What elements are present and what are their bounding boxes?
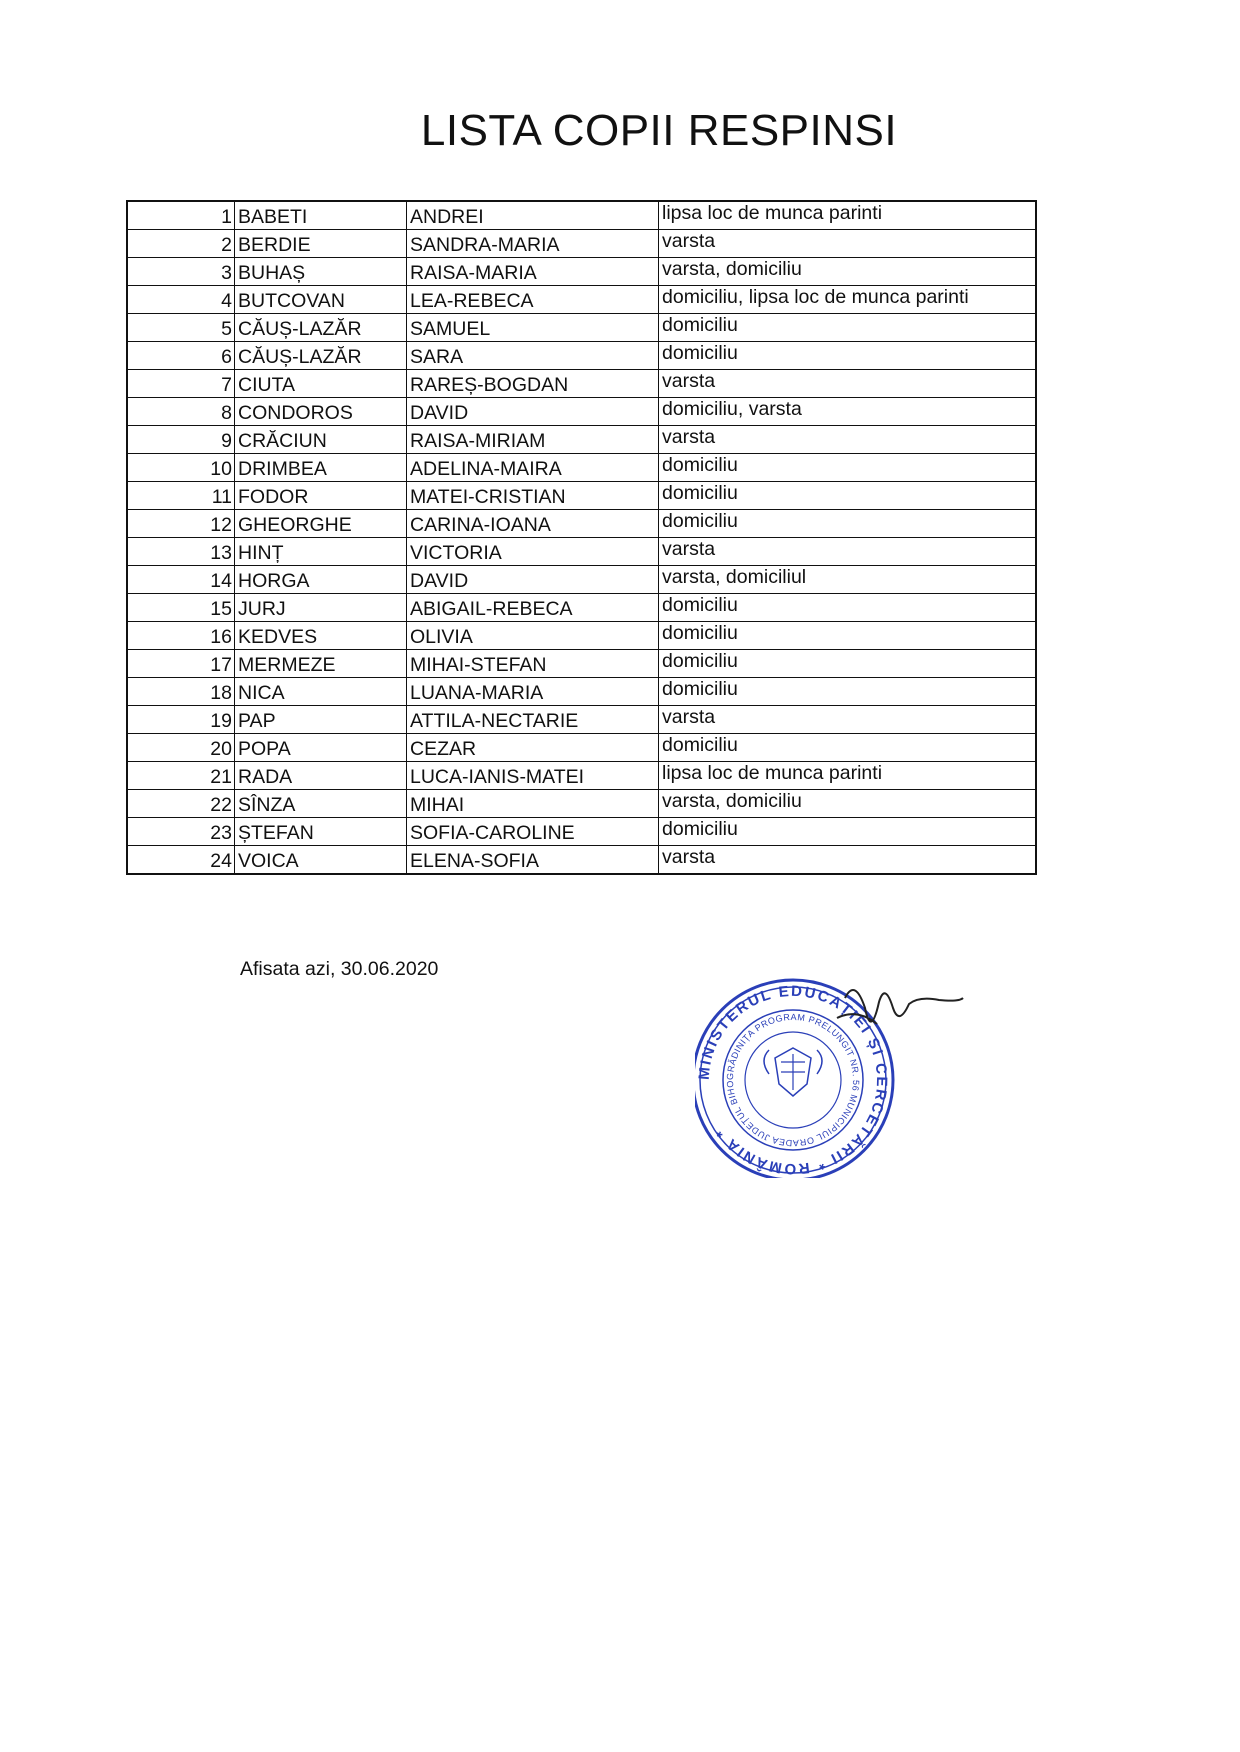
row-number-cell: 12 xyxy=(127,510,235,538)
surname-cell: CĂUȘ-LAZĂR xyxy=(235,342,407,370)
surname-cell: CONDOROS xyxy=(235,398,407,426)
row-number-cell: 10 xyxy=(127,454,235,482)
stamp-outer-text: MINISTERUL EDUCAȚIEI ȘI CERCETĂRII * ROMÂNIA * xyxy=(695,982,891,1178)
official-seal-icon xyxy=(695,958,975,1178)
surname-cell: HORGA xyxy=(235,566,407,594)
reason-cell: domiciliu xyxy=(659,314,1037,342)
page-title: LISTA COPII RESPINSI xyxy=(420,106,898,155)
surname-cell: BUHAȘ xyxy=(235,258,407,286)
surname-cell: VOICA xyxy=(235,846,407,875)
table-row xyxy=(127,314,1036,342)
first-name-cell: MIHAI xyxy=(407,790,659,818)
table-row xyxy=(127,538,1036,566)
table-row xyxy=(127,342,1036,370)
surname-cell: CĂUȘ-LAZĂR xyxy=(235,314,407,342)
row-number-cell: 4 xyxy=(127,286,235,314)
reason-cell: varsta, domiciliul xyxy=(659,566,1037,594)
reason-cell: varsta, domiciliu xyxy=(659,258,1037,286)
table-row xyxy=(127,734,1036,762)
surname-cell: CIUTA xyxy=(235,370,407,398)
reason-cell: domiciliu xyxy=(659,510,1037,538)
table-row xyxy=(127,426,1036,454)
surname-cell: SÎNZA xyxy=(235,790,407,818)
first-name-cell: CARINA-IOANA xyxy=(407,510,659,538)
first-name-cell: SAMUEL xyxy=(407,314,659,342)
rejected-children-table xyxy=(126,200,1037,875)
first-name-cell: SOFIA-CAROLINE xyxy=(407,818,659,846)
row-number-cell: 21 xyxy=(127,762,235,790)
reason-cell: varsta xyxy=(659,426,1037,454)
table-row xyxy=(127,454,1036,482)
surname-cell: NICA xyxy=(235,678,407,706)
first-name-cell: LUANA-MARIA xyxy=(407,678,659,706)
table-row xyxy=(127,201,1036,230)
reason-cell: domiciliu xyxy=(659,342,1037,370)
reason-cell: domiciliu xyxy=(659,622,1037,650)
table-row xyxy=(127,650,1036,678)
first-name-cell: VICTORIA xyxy=(407,538,659,566)
table-row xyxy=(127,790,1036,818)
row-number-cell: 17 xyxy=(127,650,235,678)
row-number-cell: 15 xyxy=(127,594,235,622)
first-name-cell: CEZAR xyxy=(407,734,659,762)
first-name-cell: DAVID xyxy=(407,566,659,594)
row-number-cell: 3 xyxy=(127,258,235,286)
reason-cell: domiciliu, varsta xyxy=(659,398,1037,426)
surname-cell: CRĂCIUN xyxy=(235,426,407,454)
reason-cell: domiciliu xyxy=(659,650,1037,678)
surname-cell: JURJ xyxy=(235,594,407,622)
reason-cell: lipsa loc de munca parinti xyxy=(659,762,1037,790)
first-name-cell: OLIVIA xyxy=(407,622,659,650)
first-name-cell: ADELINA-MAIRA xyxy=(407,454,659,482)
first-name-cell: MIHAI-STEFAN xyxy=(407,650,659,678)
row-number-cell: 1 xyxy=(127,201,235,230)
first-name-cell: LEA-REBECA xyxy=(407,286,659,314)
reason-cell: domiciliu xyxy=(659,454,1037,482)
first-name-cell: ATTILA-NECTARIE xyxy=(407,706,659,734)
row-number-cell: 20 xyxy=(127,734,235,762)
surname-cell: GHEORGHE xyxy=(235,510,407,538)
surname-cell: RADA xyxy=(235,762,407,790)
row-number-cell: 9 xyxy=(127,426,235,454)
table-row xyxy=(127,398,1036,426)
row-number-cell: 22 xyxy=(127,790,235,818)
reason-cell: varsta xyxy=(659,230,1037,258)
stamp-inner-text: GRĂDINIȚA PROGRAM PRELUNGIT NR. 56 MUNICIPIUL ORADEA JUDEȚUL BIHO xyxy=(724,1011,862,1149)
surname-cell: ȘTEFAN xyxy=(235,818,407,846)
reason-cell: varsta xyxy=(659,846,1037,875)
row-number-cell: 8 xyxy=(127,398,235,426)
row-number-cell: 18 xyxy=(127,678,235,706)
posted-date-note: Afisata azi, 30.06.2020 xyxy=(240,958,439,980)
table-row xyxy=(127,678,1036,706)
table-row xyxy=(127,370,1036,398)
surname-cell: BERDIE xyxy=(235,230,407,258)
coat-of-arms-icon xyxy=(764,1048,822,1096)
table-row xyxy=(127,482,1036,510)
table-row xyxy=(127,230,1036,258)
table-row xyxy=(127,622,1036,650)
first-name-cell: ELENA-SOFIA xyxy=(407,846,659,875)
surname-cell: BUTCOVAN xyxy=(235,286,407,314)
table-row xyxy=(127,566,1036,594)
row-number-cell: 11 xyxy=(127,482,235,510)
table-row xyxy=(127,846,1036,875)
surname-cell: KEDVES xyxy=(235,622,407,650)
table-row xyxy=(127,818,1036,846)
table-row xyxy=(127,706,1036,734)
table-row xyxy=(127,286,1036,314)
first-name-cell: SARA xyxy=(407,342,659,370)
row-number-cell: 13 xyxy=(127,538,235,566)
surname-cell: DRIMBEA xyxy=(235,454,407,482)
surname-cell: PAP xyxy=(235,706,407,734)
reason-cell: varsta xyxy=(659,538,1037,566)
reason-cell: domiciliu, lipsa loc de munca parinti xyxy=(659,286,1037,314)
first-name-cell: RAISA-MIRIAM xyxy=(407,426,659,454)
reason-cell: varsta xyxy=(659,706,1037,734)
first-name-cell: RAISA-MARIA xyxy=(407,258,659,286)
surname-cell: BABETI xyxy=(235,201,407,230)
table-row xyxy=(127,258,1036,286)
first-name-cell: ABIGAIL-REBECA xyxy=(407,594,659,622)
first-name-cell: ANDREI xyxy=(407,201,659,230)
row-number-cell: 23 xyxy=(127,818,235,846)
row-number-cell: 24 xyxy=(127,846,235,875)
reason-cell: domiciliu xyxy=(659,818,1037,846)
row-number-cell: 14 xyxy=(127,566,235,594)
table-row xyxy=(127,510,1036,538)
first-name-cell: LUCA-IANIS-MATEI xyxy=(407,762,659,790)
table-row xyxy=(127,594,1036,622)
row-number-cell: 6 xyxy=(127,342,235,370)
row-number-cell: 16 xyxy=(127,622,235,650)
surname-cell: HINȚ xyxy=(235,538,407,566)
first-name-cell: DAVID xyxy=(407,398,659,426)
row-number-cell: 19 xyxy=(127,706,235,734)
first-name-cell: RAREȘ-BOGDAN xyxy=(407,370,659,398)
reason-cell: varsta xyxy=(659,370,1037,398)
first-name-cell: MATEI-CRISTIAN xyxy=(407,482,659,510)
row-number-cell: 5 xyxy=(127,314,235,342)
reason-cell: varsta, domiciliu xyxy=(659,790,1037,818)
row-number-cell: 7 xyxy=(127,370,235,398)
official-stamp-area xyxy=(695,958,975,1178)
table-body xyxy=(127,201,1036,874)
surname-cell: FODOR xyxy=(235,482,407,510)
first-name-cell: SANDRA-MARIA xyxy=(407,230,659,258)
surname-cell: MERMEZE xyxy=(235,650,407,678)
row-number-cell: 2 xyxy=(127,230,235,258)
reason-cell: domiciliu xyxy=(659,678,1037,706)
reason-cell: lipsa loc de munca parinti xyxy=(659,201,1037,230)
reason-cell: domiciliu xyxy=(659,594,1037,622)
reason-cell: domiciliu xyxy=(659,734,1037,762)
table-row xyxy=(127,762,1036,790)
reason-cell: domiciliu xyxy=(659,482,1037,510)
surname-cell: POPA xyxy=(235,734,407,762)
